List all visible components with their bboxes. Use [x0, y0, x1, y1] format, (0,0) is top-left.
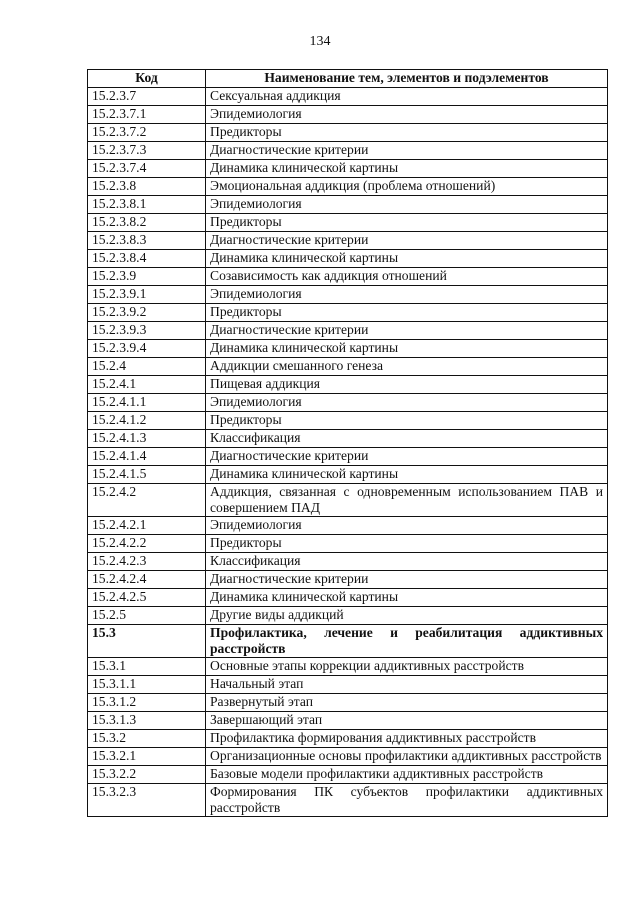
row-code: 15.3.2: [88, 730, 206, 748]
row-code: 15.2.5: [88, 607, 206, 625]
row-code: 15.2.3.8.1: [88, 196, 206, 214]
header-code: Код: [88, 70, 206, 88]
table-row: [88, 748, 608, 766]
row-name: Организационные основы профилактики аддиктивных расстройств: [206, 748, 608, 766]
row-name: Динамика клинической картины: [206, 589, 608, 607]
table-row: [88, 250, 608, 268]
row-code: 15.2.4.1.2: [88, 412, 206, 430]
table-row: [88, 88, 608, 106]
row-name: Предикторы: [206, 214, 608, 232]
row-code: 15.3: [88, 625, 206, 658]
table-row: [88, 160, 608, 178]
table-row: [88, 214, 608, 232]
row-name: Предикторы: [206, 412, 608, 430]
table-row: [88, 553, 608, 571]
row-name: Диагностические критерии: [206, 142, 608, 160]
row-code: 15.2.3.8.3: [88, 232, 206, 250]
row-code: 15.2.4.1.4: [88, 448, 206, 466]
row-name: Динамика клинической картины: [206, 250, 608, 268]
row-code: 15.2.3.9: [88, 268, 206, 286]
row-name: Формирования ПК субъектов профилактики аддиктивных расстройств: [206, 784, 608, 817]
table-row: [88, 712, 608, 730]
row-name: Диагностические критерии: [206, 232, 608, 250]
table-row: [88, 448, 608, 466]
row-code: 15.3.2.2: [88, 766, 206, 784]
row-name: Динамика клинической картины: [206, 160, 608, 178]
row-code: 15.2.4.1.3: [88, 430, 206, 448]
table-row: [88, 376, 608, 394]
row-name: Динамика клинической картины: [206, 340, 608, 358]
row-name: Базовые модели профилактики аддиктивных расстройств: [206, 766, 608, 784]
row-name: Предикторы: [206, 304, 608, 322]
table-row: [88, 607, 608, 625]
row-code: 15.2.4.2.1: [88, 517, 206, 535]
table-row: [88, 484, 608, 517]
table-row: [88, 694, 608, 712]
row-code: 15.2.3.8.2: [88, 214, 206, 232]
row-code: 15.3.2.3: [88, 784, 206, 817]
page-number: 134: [309, 34, 331, 49]
row-name: Эпидемиология: [206, 394, 608, 412]
table-header-row: [88, 70, 608, 88]
table-row: [88, 286, 608, 304]
row-name: Эпидемиология: [206, 196, 608, 214]
row-code: 15.2.4: [88, 358, 206, 376]
table-row: [88, 394, 608, 412]
table-row: [88, 196, 608, 214]
row-name: Эпидемиология: [206, 286, 608, 304]
table-row: [88, 625, 608, 658]
row-name: Аддикция, связанная с одновременным использованием ПАВ и совершением ПАД: [206, 484, 608, 517]
row-name: Предикторы: [206, 124, 608, 142]
table-row: [88, 430, 608, 448]
row-name: Аддикции смешанного генеза: [206, 358, 608, 376]
table-row: [88, 124, 608, 142]
table-row: [88, 358, 608, 376]
row-name: Основные этапы коррекции аддиктивных расстройств: [206, 658, 608, 676]
table-row: [88, 784, 608, 817]
table-row: [88, 412, 608, 430]
row-code: 15.2.4.2.4: [88, 571, 206, 589]
row-name: Диагностические критерии: [206, 448, 608, 466]
row-code: 15.2.3.7.3: [88, 142, 206, 160]
row-code: 15.3.1.1: [88, 676, 206, 694]
row-name: Профилактика формирования аддиктивных расстройств: [206, 730, 608, 748]
row-code: 15.2.3.9.4: [88, 340, 206, 358]
row-name: Пищевая аддикция: [206, 376, 608, 394]
row-name: Динамика клинической картины: [206, 466, 608, 484]
table-row: [88, 571, 608, 589]
table-row: [88, 322, 608, 340]
row-name: Предикторы: [206, 535, 608, 553]
table-row: [88, 268, 608, 286]
table-row: [88, 106, 608, 124]
table-row: [88, 517, 608, 535]
table-row: [88, 178, 608, 196]
row-name: Созависимость как аддикция отношений: [206, 268, 608, 286]
row-name: Классификация: [206, 430, 608, 448]
table-row: [88, 340, 608, 358]
row-code: 15.2.4.2: [88, 484, 206, 517]
row-code: 15.2.4.1: [88, 376, 206, 394]
row-name: Другие виды аддикций: [206, 607, 608, 625]
row-name: Эмоциональная аддикция (проблема отношений): [206, 178, 608, 196]
row-code: 15.3.1.2: [88, 694, 206, 712]
table-row: [88, 304, 608, 322]
row-code: 15.2.3.7.2: [88, 124, 206, 142]
row-name: Начальный этап: [206, 676, 608, 694]
table-row: [88, 142, 608, 160]
row-code: 15.2.4.2.5: [88, 589, 206, 607]
row-name: Диагностические критерии: [206, 571, 608, 589]
row-code: 15.2.4.1.1: [88, 394, 206, 412]
table-row: [88, 730, 608, 748]
row-code: 15.2.3.9.2: [88, 304, 206, 322]
row-name: Профилактика, лечение и реабилитация аддиктивных расстройств: [206, 625, 608, 658]
row-code: 15.2.3.9.3: [88, 322, 206, 340]
row-code: 15.2.3.8.4: [88, 250, 206, 268]
row-code: 15.2.3.8: [88, 178, 206, 196]
table-row: [88, 466, 608, 484]
table-row: [88, 766, 608, 784]
row-code: 15.2.3.9.1: [88, 286, 206, 304]
row-name: Сексуальная аддикция: [206, 88, 608, 106]
table-row: [88, 589, 608, 607]
row-name: Развернутый этап: [206, 694, 608, 712]
row-name: Завершающий этап: [206, 712, 608, 730]
row-name: Эпидемиология: [206, 517, 608, 535]
table-row: [88, 676, 608, 694]
topics-table: [87, 69, 608, 817]
row-code: 15.2.4.1.5: [88, 466, 206, 484]
table-row: [88, 658, 608, 676]
header-name: Наименование тем, элементов и подэлементов: [206, 70, 608, 88]
row-code: 15.2.3.7.4: [88, 160, 206, 178]
row-code: 15.2.3.7.1: [88, 106, 206, 124]
row-code: 15.2.3.7: [88, 88, 206, 106]
table-body: [88, 88, 608, 817]
row-code: 15.3.2.1: [88, 748, 206, 766]
row-name: Диагностические критерии: [206, 322, 608, 340]
row-code: 15.2.4.2.2: [88, 535, 206, 553]
table-row: [88, 535, 608, 553]
row-code: 15.3.1: [88, 658, 206, 676]
row-name: Классификация: [206, 553, 608, 571]
row-code: 15.2.4.2.3: [88, 553, 206, 571]
row-name: Эпидемиология: [206, 106, 608, 124]
row-code: 15.3.1.3: [88, 712, 206, 730]
table-row: [88, 232, 608, 250]
